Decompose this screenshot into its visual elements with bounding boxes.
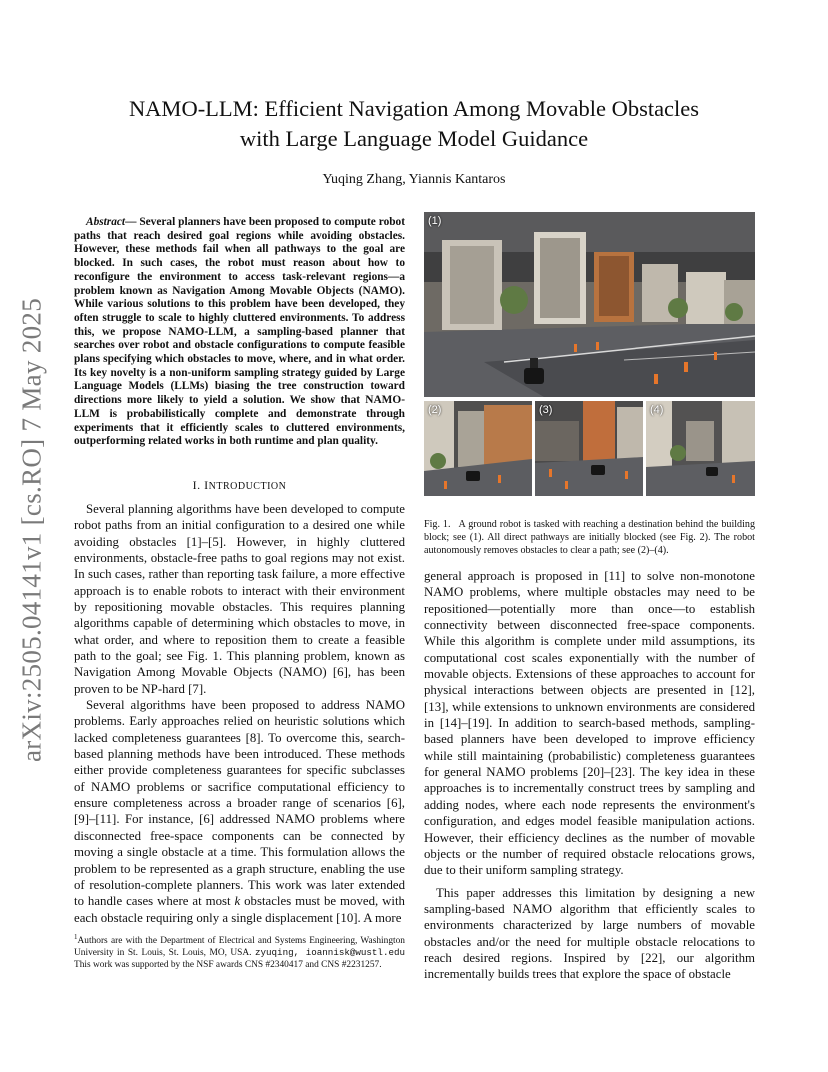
caption-text: A ground robot is tasked with reaching a destination behind the building block; see (1). All direct pathways are initially blocked (see Fig. 2). The robot autonomously removes obstacles to clear a path; see (2)–(4). [424,519,755,556]
arxiv-id: arXiv:2505.04141v1 [cs.RO] 7 May 2025 [16,297,47,763]
figure-panel-2 [424,401,532,496]
figure-panel-3 [535,401,643,496]
panel-label-4: (4) [650,404,664,416]
section-title [204,478,286,492]
figure-caption [424,518,755,557]
para2-part-a: Several algorithms have been proposed to address NAMO problems. Early approaches relied on heuristic solutions which lacked completeness guarantees [8]. To overcome this, search-based planning methods have been introduced. These methods either provide completeness guarantees for specific subclasses of NAMO problems or sacrifice computational efficiency to ensure completeness across a broader range of scenarios [6], [9]–[11]. For instance, [6] addressed NAMO problems where disconnected free-space components can be connected by moving a single obstacle at a time. This formulation allows the problem to be represented as a graph structure, enabling the use of resolution-complete planners. This work was later extended to handle cases where at most [74,698,405,909]
footnote-mark: 1 [74,932,78,941]
figure-panel-1 [424,212,755,397]
footnote [74,932,405,971]
abstract-text: Several planners have been proposed to compute robot paths that reach desired goal regions while avoiding obstacles. However, these methods fail when all pathways to the goal are blocked. In such cases, the robot must reason about how to reconfigure the environment to access task-relevant regions—a problem known as Navigation Among Movable Objects (NAMO). While various solutions to this problem have been developed, they often struggle to scale to highly cluttered environments. To address this, we propose NAMO-LLM, a sampling-based planner that searches over robot and obstacle configurations to compute feasible plans specifying which obstacles to move, where, and in what order. Its key novelty is a non-uniform sampling strategy guided by Large Language Models (LLMs) biasing the tree construction toward directions more likely to yield a solution. We show that NAMO-LLM is probabilistically complete and demonstrate through experiments that it efficiently scales to cluttered environments, outperforming related works in both runtime and plan quality. [74,216,405,448]
panel-label-3: (3) [539,404,553,416]
section-number: I. [192,477,201,492]
right-column [424,212,755,983]
authors: Yuqing Zhang, Yiannis Kantaros [322,172,506,187]
section-title-first: I [204,477,209,492]
intro-paragraph-1: Several planning algorithms have been developed to compute robot paths from an initial configuration to a desired one while avoiding obstacles [1]–[5]. However, in highly cluttered environments, obstacle-free paths to goal regions may not exist. In such cases, rather than reporting task failure, a more effective approach is to enable robots to interact with their environment by repositioning movable obstacles. This requires planning algorithms capable of determining which obstacles to move, in what order, and where to reposition them to create a feasible path to the goal; see Fig. 1. This planning problem, known as Navigation Among Movable Objects (NAMO) [6], has been proven to be NP-hard [7]. [74,501,405,696]
abstract: Abstract— Several planners have been proposed to compute robot paths that reach desired goal regions while avoiding obstacles. However, these methods fail when all pathways to the goal are blocked. In such cases, the robot must reason about how to reconfigure the environment to access task-relevant regions—a problem known as Navigation Among Movable Objects (NAMO). While various solutions to this problem have been developed, they often struggle to scale to highly cluttered environments. To address this, we propose NAMO-LLM, a sampling-based planner that searches over robot and obstacle configurations to compute feasible plans specifying which obstacles to move, where, and in what order. Its key novelty is a non-uniform sampling strategy guided by Large Language Models (LLMs) biasing the tree construction toward directions more likely to yield a solution. We show that NAMO-LLM is probabilistically complete and demonstrate through experiments that it efficiently scales to cluttered environments, outperforming related works in both runtime and plan quality. [74,216,405,448]
abstract-label: Abstract [86,216,126,228]
paper-title [80,94,748,154]
figure-1 [424,212,755,496]
footnote-email: zyuqing, ioannisk@wustl.edu [255,947,405,959]
intro-paragraph-3: general approach is proposed in [11] to solve non-monotone NAMO problems, where multiple obstacles may need to be repositioned—potentially more than once—to establish connectivity between disconnected free-space components. While this algorithm is complete under mild assumptions, its computational cost scales exponentially with the number of movable objects. Extensions of these approaches to account for physical interactions between objects are presented in [12], [13], while extensions to unknown environments are considered in [14]–[19]. In addition to search-based methods, sampling-based planners have been developed to improve efficiency while still maintaining (probabilistic) completeness guarantees for general NAMO problems [20]–[23]. The key idea in these approaches is to incrementally construct trees by sampling and adding nodes, where each node represents the environment's configuration, and edges model feasible manipulation actions. However, their efficiency declines as the number of movable objects or the number of required obstacle relocations grows, due to their uniform sampling strategy. [424,569,755,878]
intro-paragraph-4: This paper addresses this limitation by designing a new sampling-based NAMO algorithm that efficiently scales to environments characterized by large numbers of movable obstacles and/or the need for multiple obstacle relocations to reach desired regions. Inspired by [22], our algorithm incrementally builds trees that explore the space of obstacle [424,885,755,982]
panel-label-1: (1) [428,215,442,227]
section-title-rest: NTRODUCTION [208,480,287,492]
footnote-text-2: This work was supported by the NSF awards CNS #2340417 and CNS #2231257. [74,959,382,970]
arxiv-watermark [2,280,62,780]
caption-label: Fig. 1. [424,519,451,530]
para2-part-b: obstacles must be moved, with each obstacle requiring only a single displacement [10]. A more [74,894,405,925]
intro-paragraph-2 [74,697,405,926]
figure-panel-4 [646,401,755,496]
title-line-2: with Large Language Model Guidance [239,126,589,151]
para2-variable: k [234,894,241,909]
section-heading [74,478,405,493]
left-column [74,216,405,971]
city-scene-photo-1 [424,212,755,397]
panel-label-2: (2) [428,404,442,416]
title-line-1: NAMO-LLM: Efficient Navigation Among Movable Obstacles [128,96,700,121]
footnote-text-1: Authors are with the Department of Electrical and Systems Engineering, Washington University in St. Louis, St. Louis, MO, USA. [74,936,405,959]
